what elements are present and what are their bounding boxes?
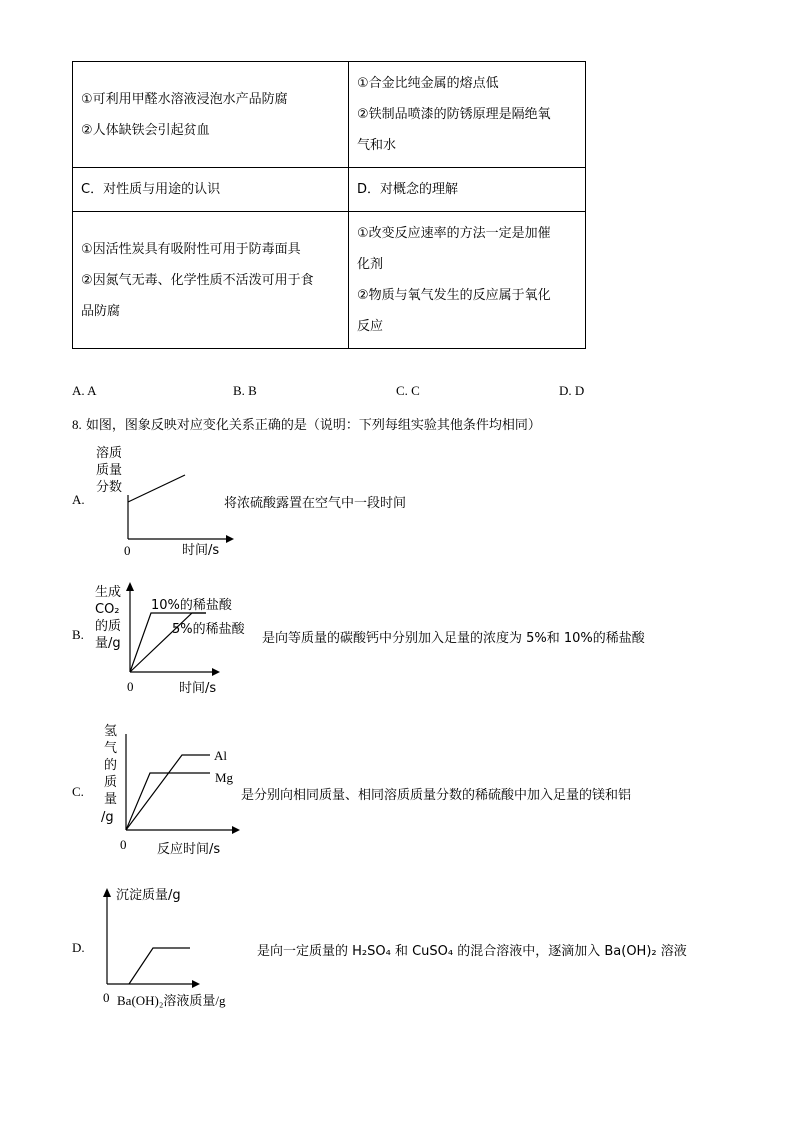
table-row [73,62,586,168]
knowledge-table [72,61,586,349]
table-heading-c: C．对性质与用途的认识 [73,168,349,212]
graph-d-xlabel: Ba(OH)₂溶液质量/g [117,993,226,1008]
cell-line: ②物质与氧气发生的反应属于氧化 [357,288,551,303]
cell-line: 反应 [357,319,384,334]
option-b-letter: B. [72,627,84,642]
graph-d-curve [129,948,190,984]
choice-b: B. B [233,383,257,398]
table-row [73,168,586,212]
cell-line: 品防腐 [81,303,121,319]
option-c-graph [90,718,242,860]
graph-b-y-arrow [126,582,134,591]
graph-a-ylabel: 溶质 [96,446,123,461]
option-a-description: 将浓硫酸露置在空气中一段时间 [224,496,407,511]
table-cell-c [73,212,349,349]
graph-b-series-label: 5%的稀盐酸 [172,622,245,637]
table-cell-d [349,212,586,349]
graph-a-xlabel: 时间/s [182,543,220,558]
graph-d-x-arrow [192,980,200,988]
graph-b-ylabel: CO₂ [95,602,120,617]
cell-line: ②因氮气无毒、化学性质不活泼可用于食 [81,272,314,288]
option-b-description: 是向等质量的碳酸钙中分别加入足量的浓度为 5%和 10%的稀盐酸 [262,631,645,646]
graph-c-ylabel: /g [101,810,114,825]
graph-c-series-label: Mg [215,770,234,785]
graph-a-ylabel: 质量 [96,463,123,478]
graph-c-series-label: Al [214,748,227,763]
graph-d-origin: 0 [103,990,110,1005]
cell-line: ②人体缺铁会引起贫血 [81,122,210,138]
graph-c-ylabel: 气 [104,741,118,756]
table-row [73,212,586,349]
graph-b-ylabel: 量/g [95,636,121,651]
graph-c-origin: 0 [120,837,127,852]
graph-d-y-arrow [103,888,111,897]
cell-line: ①改变反应速率的方法一定是加催 [357,226,551,241]
graph-c-ylabel: 氢 [104,724,118,739]
cell-line: ①因活性炭具有吸附性可用于防毒面具 [81,241,301,257]
graph-b-series-label: 10%的稀盐酸 [151,598,232,613]
graph-a-ylabel: 分数 [96,480,123,495]
graph-c-ylabel: 质 [104,775,118,790]
question-number: 8. [72,417,82,432]
choice-d: D. D [559,383,585,398]
table-cell-a [73,62,349,168]
question-8 [72,414,541,433]
table-heading-d: D．对概念的理解 [349,168,586,212]
graph-c-xlabel: 反应时间/s [157,842,221,857]
table-cell-b [349,62,586,168]
cell-line: ②铁制品喷漆的防锈原理是隔绝氧 [357,107,551,122]
graph-c-curve-al [126,755,210,830]
option-a-letter: A. [72,492,85,507]
graph-c-ylabel: 的 [104,758,118,773]
choice-c: C. C [396,383,420,398]
graph-b-x-arrow [212,668,220,676]
graph-c-x-arrow [232,826,240,834]
choice-a: A. A [72,383,97,398]
graph-c-curve-mg [126,773,210,830]
graph-a-curve [128,475,185,502]
cell-line: 化剂 [357,257,384,272]
question-text: 如图，图象反映对应变化关系正确的是（说明：下列每组实验其他条件均相同） [85,418,541,433]
graph-d-ylabel: 沉淀质量/g [116,888,181,903]
graph-b-origin: 0 [127,679,134,694]
option-d-graph [96,880,256,1012]
cell-line: ①可利用甲醛水溶液浸泡水产品防腐 [81,91,288,107]
graph-c-ylabel: 量 [104,792,118,807]
cell-line: ①合金比纯金属的熔点低 [357,76,499,91]
graph-a-x-arrow [226,535,234,543]
cell-line: 气和水 [357,138,397,153]
option-a-graph [88,440,238,560]
graph-a-origin: 0 [124,543,131,558]
graph-b-xlabel: 时间/s [179,681,217,696]
option-d-description: 是向一定质量的 H₂SO₄ 和 CuSO₄ 的混合溶液中，逐滴加入 Ba(OH)₂ 溶液 [257,944,687,959]
option-b-graph [88,578,263,698]
option-c-letter: C. [72,784,84,799]
graph-b-ylabel: 生成 [95,585,122,600]
option-c-description: 是分别向相同质量、相同溶质质量分数的稀硫酸中加入足量的镁和铝 [241,788,632,803]
graph-b-ylabel: 的质 [95,619,122,634]
option-d-letter: D. [72,940,85,955]
